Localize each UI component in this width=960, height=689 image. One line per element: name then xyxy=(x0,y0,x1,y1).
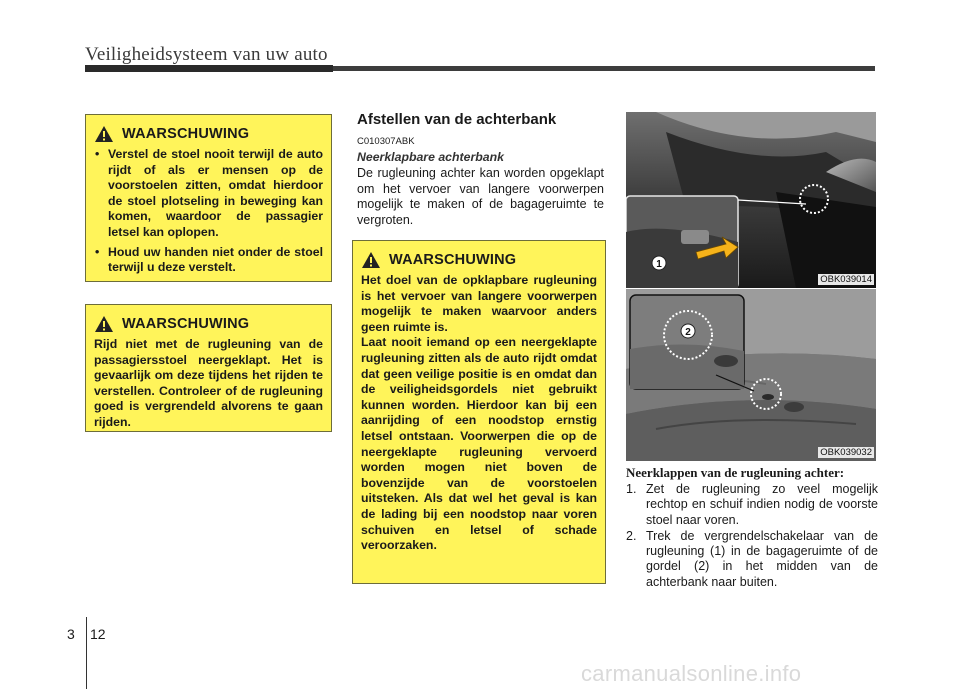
watermark: carmanualsonline.info xyxy=(581,661,802,686)
warning-box-seat-adjust xyxy=(85,114,332,282)
footer-separator xyxy=(86,617,87,689)
warning-title: WAARSCHUWING xyxy=(122,126,250,142)
procedure-step xyxy=(626,529,878,590)
chapter-number: 3 xyxy=(67,626,75,642)
warning-triangle-icon xyxy=(94,315,114,333)
warning-title: WAARSCHUWING xyxy=(389,252,517,268)
section-body: De rugleuning achter kan worden opgeklapt om het vervoer van langere voorwerpen mogelijk te maken of de bagageruimte te vergroten. xyxy=(357,166,604,227)
section-code: C010307ABK xyxy=(357,136,415,147)
trunk-photo xyxy=(626,112,876,288)
warning-triangle-icon xyxy=(361,251,381,269)
warning-text: Rijd niet met de rugleuning van de passagiersstoel neergeklapt. Het is gevaarlijk om deze tijdens het rijden te verstellen. Controleer of de rugleuning goed is vergrendeld alvorens te gaan rijden. xyxy=(94,337,323,429)
warning-title: WAARSCHUWING xyxy=(122,316,250,332)
warning-item: • Verstel de stoel nooit terwijl de auto rijdt of als er mensen op de voorstoelen zitten, omdat hierdoor de stoel plotseling in beweging kan komen, waardoor de passagier letsel kan oplopen. xyxy=(94,147,323,241)
callout-2: 2 xyxy=(685,327,691,338)
warning-box-backrest xyxy=(85,304,332,432)
figure-label: OBK039014 xyxy=(820,274,872,285)
figure-rear-seat xyxy=(626,289,876,461)
step-number: 2. xyxy=(626,528,637,543)
procedure-steps xyxy=(626,482,878,591)
header-rule xyxy=(85,66,875,71)
header-title: Veiligheidsysteem van uw auto xyxy=(85,44,328,65)
warning-box-folding-backrest xyxy=(352,240,606,584)
step-text: Trek de vergrendelschakelaar van de rugleuning (1) in de bagageruimte of de gordel (2) in het midden van de achterbank naar buiten. xyxy=(646,528,878,589)
section-title: Afstellen van de achterbank xyxy=(357,111,557,128)
warning-item: • Houd uw handen niet onder de stoel terwijl u deze verstelt. xyxy=(94,245,323,276)
rear-seat-photo xyxy=(626,289,876,461)
section-subtitle: Neerklapbare achterbank xyxy=(357,150,504,164)
procedure-step xyxy=(626,482,878,528)
step-number: 1. xyxy=(626,482,637,496)
warning-list xyxy=(94,147,323,276)
procedure-title: Neerklappen van de rugleuning achter: xyxy=(626,465,845,480)
figure-label: OBK039032 xyxy=(820,447,872,458)
warning-triangle-icon xyxy=(94,125,114,143)
step-text: Zet de rugleuning zo veel mogelijk rechtop en schuif indien nodig de voorste stoel naar voren. xyxy=(646,482,878,527)
warning-text: Het doel van de opklapbare rugleuning is het vervoer van langere voorwerpen mogelijk te maken waarvoor anders geen ruimte is. xyxy=(361,273,597,334)
callout-1: 1 xyxy=(656,259,662,270)
warning-text-2: Laat nooit iemand op een neergeklapte rugleuning zitten als de auto rijdt omdat dat geen veilige positie is en omdat dan de veiligheidsgordels niet gebruikt kunnen worden. Hierdoor kan bij een aanrijding of een noodstop ernstig letsel ontstaan. Voorwerpen die op de neergeklapte rugleuning vervoerd worden mogen niet boven de bovenzijde van de voorstoelen uitsteken. Als dat wel het geval is kan de lading bij een noodstop naar voren schuiven en letsel of schade veroorzaken. xyxy=(361,335,597,553)
figure-trunk-lever xyxy=(626,112,876,288)
page-number: 12 xyxy=(90,626,106,642)
